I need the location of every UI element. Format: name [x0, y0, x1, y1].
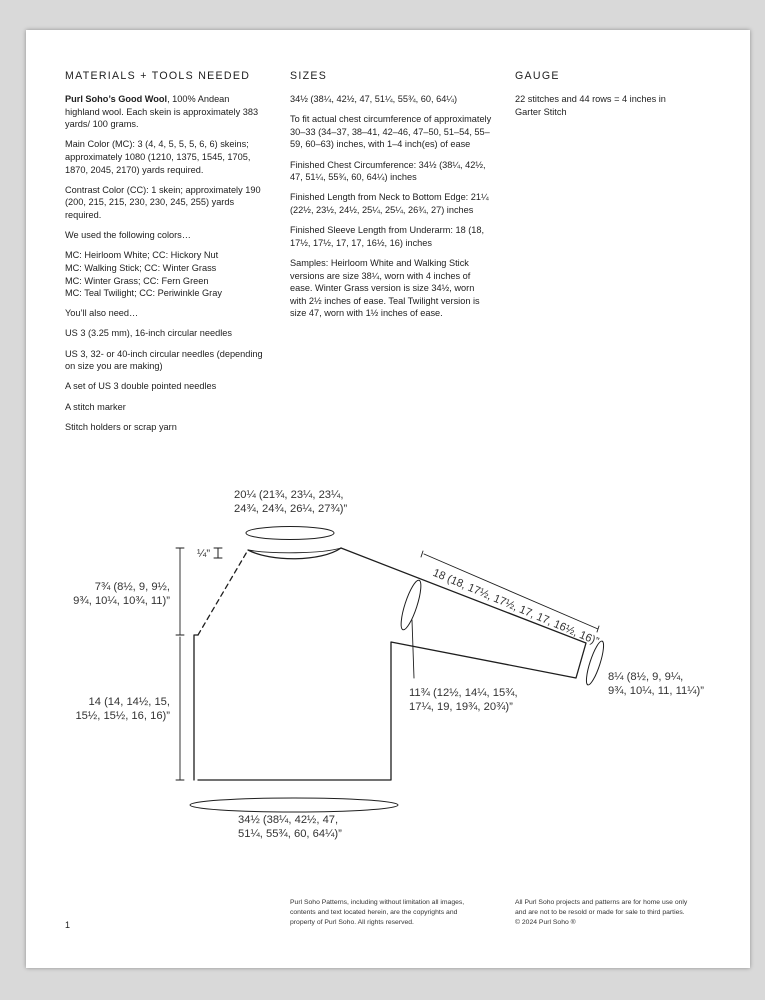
shoulder-drop-label: ¼”	[197, 548, 211, 560]
yoke-line: 9¾, 10¼, 10¾, 11)”	[73, 595, 170, 608]
gauge-text: 22 stitches and 44 rows = 4 inches in Garter Stitch	[515, 94, 666, 117]
upper-arm-line: 17¼, 19, 19¾, 20¾)”	[409, 701, 513, 714]
tool-item: A set of US 3 double pointed needles	[65, 381, 217, 392]
contrast-color-info: Contrast Color (CC): 1 skein; approximately 190 (200, 215, 215, 230, 230, 245, 255) yards required.	[65, 184, 261, 220]
neck-line: 20¼ (21¾, 23¼, 23¼,	[234, 489, 344, 501]
raglan-dashed-line	[198, 550, 248, 635]
neck-circumference-ellipse	[246, 527, 334, 540]
hem-circumference-ellipse	[190, 798, 398, 812]
sweater-body-outline	[198, 548, 586, 780]
color-combo: MC: Winter Grass; CC: Fern Green	[65, 275, 209, 286]
neck-measurement-label	[234, 488, 347, 516]
body-line: 15½, 15½, 16, 16)”	[75, 710, 170, 723]
sleeve-length-dimension	[421, 551, 599, 632]
copyright-line: contents and text located herein, are the copyrights and	[290, 909, 458, 916]
upper-arm-measurement-label	[409, 686, 518, 714]
yarn-description: , 100% Andean highland wool. Each skein is approximately 383 yards/ 100 grams.	[65, 94, 259, 130]
copyright-line: Purl Soho Patterns, including without limitation all images,	[290, 899, 465, 906]
sweater-left-side	[194, 635, 198, 780]
copyright-notice	[290, 898, 464, 928]
upper-arm-line: 11¾ (12½, 14¼, 15¾,	[409, 687, 518, 699]
usage-line: and are not to be resold or made for sale to third parties.	[515, 909, 685, 916]
usage-line: All Purl Soho projects and patterns are for home use only	[515, 899, 688, 906]
upper-arm-leader-line	[412, 620, 414, 678]
finished-length: Finished Length from Neck to Bottom Edge: 21¼ (22½, 23½, 24½, 25¼, 25¼, 26¾, 27) inches	[290, 192, 489, 215]
upper-arm-ellipse	[397, 578, 424, 631]
colors-intro: We used the following colors…	[65, 230, 191, 241]
usage-line: © 2024 Purl Soho ®	[515, 919, 576, 926]
page-number: 1	[65, 920, 71, 930]
front-neck-curve	[248, 548, 341, 553]
fit-note: To fit actual chest circumference of approximately 30–33 (34–37, 38–41, 42–46, 47–50, 51–54, 55–59, 60–63) inches, with 1–4 inch(es) of ease	[290, 114, 492, 150]
tool-item: A stitch marker	[65, 401, 126, 412]
yarn-name: Purl Soho’s Good Wool	[65, 94, 168, 104]
samples-note: Samples: Heirloom White and Walking Stick versions are size 38¼, worn with 4 inches of ease. Winter Grass version is size 34½, worn with 2½ inches of ease. Teal Twilight version is size 47, worn with 1½ inches of ease.	[290, 257, 480, 319]
yoke-line: 7¾ (8½, 9, 9½,	[94, 581, 170, 593]
sizes-heading: SIZES	[290, 70, 328, 82]
body-height-dimension	[176, 637, 184, 780]
size-list: 34½ (38¼, 42½, 47, 51¼, 55¾, 60, 64¼)	[290, 94, 458, 104]
copyright-line: property of Purl Soho. All rights reserved.	[290, 919, 414, 926]
color-combo: MC: Teal Twilight; CC: Periwinkle Gray	[65, 288, 222, 299]
tool-item: Stitch holders or scrap yarn	[65, 421, 177, 432]
shoulder-drop-marker	[214, 548, 222, 558]
cuff-measurement-label	[608, 670, 704, 698]
finished-sleeve: Finished Sleeve Length from Underarm: 18 (18, 17½, 17½, 17, 17, 16½, 16) inches	[290, 225, 485, 248]
cuff-line: 8¼ (8½, 9, 9¼,	[608, 671, 684, 683]
tool-item: US 3, 32- or 40-inch circular needles (depending on size you are making)	[65, 348, 263, 372]
cuff-line: 9¾, 10¼, 11, 11¼)”	[608, 685, 704, 698]
also-need-intro: You’ll also need…	[65, 308, 139, 319]
yoke-measurement-label	[68, 580, 170, 608]
yoke-height-dimension	[176, 548, 184, 635]
hem-line: 51¼, 55¾, 60, 64¼)”	[238, 828, 342, 841]
materials-heading: MATERIALS + TOOLS NEEDED	[65, 70, 251, 82]
tool-item: US 3 (3.25 mm), 16-inch circular needles	[65, 328, 232, 339]
finished-chest: Finished Chest Circumference: 34½ (38¼, 42½, 47, 51¼, 55¾, 60, 64¼) inches	[290, 159, 486, 183]
body-measurement-label	[68, 695, 170, 723]
sleeve-length-label: 18 (18, 17½, 17½, 17, 17, 16½, 16)”	[430, 566, 601, 648]
color-combo: MC: Heirloom White; CC: Hickory Nut	[65, 250, 219, 261]
pattern-page	[26, 30, 750, 968]
main-color-info: Main Color (MC): 3 (4, 4, 5, 5, 5, 6, 6) skeins; approximately 1080 (1210, 1375, 1545, 1705, 1870, 2045, 2170) yards required.	[65, 139, 251, 175]
hem-line: 34½ (38¼, 42½, 47,	[238, 814, 339, 826]
gauge-heading: GAUGE	[515, 70, 560, 82]
neck-line: 24¾, 24¾, 26¼, 27¾)”	[234, 503, 348, 516]
usage-notice	[515, 898, 687, 928]
body-line: 14 (14, 14½, 15,	[88, 696, 170, 708]
color-combo: MC: Walking Stick; CC: Winter Grass	[65, 262, 217, 273]
hem-measurement-label	[238, 813, 342, 841]
back-neck-curve	[248, 548, 341, 559]
sweater-schematic	[26, 30, 750, 968]
